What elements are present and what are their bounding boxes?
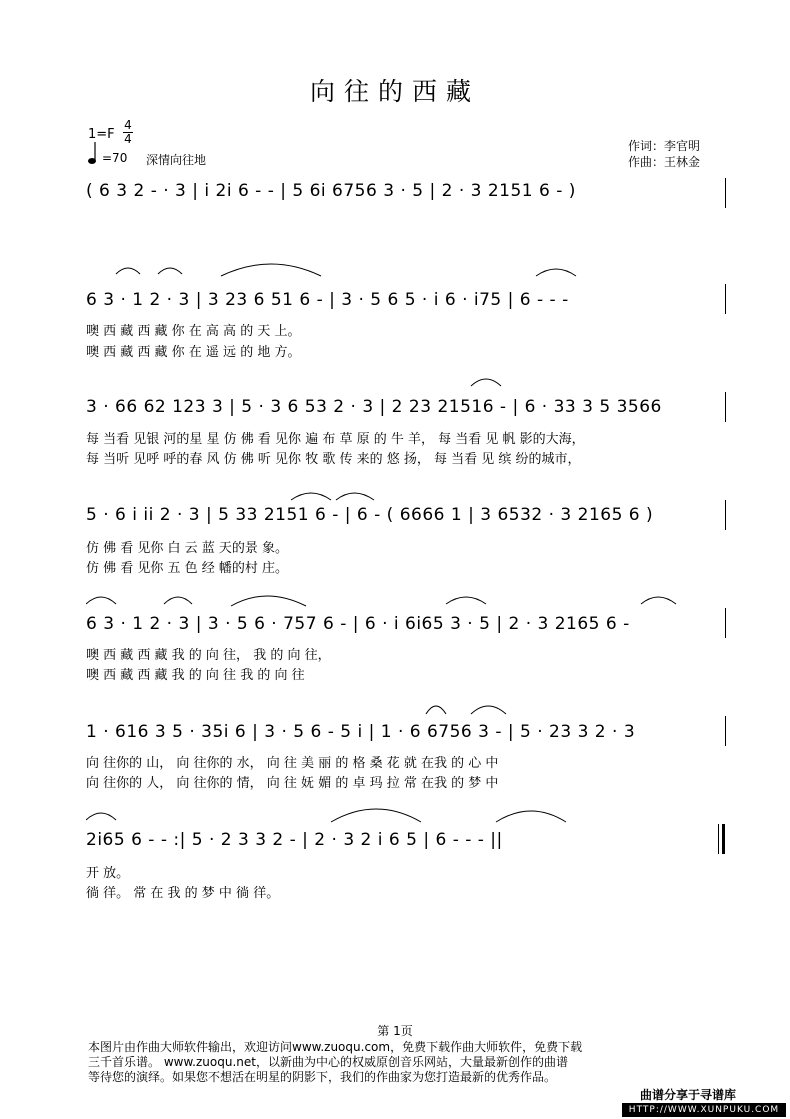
key-signature: 1=F: [88, 127, 115, 142]
slurs-row-7: [86, 798, 726, 828]
lyric-row-6-verse-2: 向 往你的 人， 向 往你的 情， 向 往 妩 媚 的 卓 玛 拉 常 在我 的 梦 中: [86, 776, 499, 791]
lyric-row-7-verse-1: 开 放。: [86, 866, 130, 881]
score-row-2: 6 3 · 1 2 · 3 | 3 23 6 51 6 - | 3 · 5 6 5 · i 6 · i75 | 6 - - -: [86, 290, 569, 310]
time-sig-bottom: 4: [124, 132, 132, 146]
lyric-row-3-verse-1: 每 当看 见银 河的星 星 仿 佛 看 见你 遍 布 草 原 的 牛 羊， 每 当看 见 帆 影的大海，: [86, 432, 585, 447]
score-row-5: 6 3 · 1 2 · 3 | 3 · 5 6 · 757 6 - | 6 · i 6i65 3 · 5 | 2 · 3 2165 6 -: [86, 614, 630, 634]
lyricist-credit: 作词：李官明: [628, 139, 701, 153]
lyric-row-4-verse-2: 仿 佛 看 见你 五 色 经 幡的村 庄。: [86, 561, 289, 576]
barline: [725, 178, 726, 208]
score-row-6: 1 · 616 3 5 · 35i 6 | 3 · 5 6 - 5 i | 1 · 6 6756 3 - | 5 · 23 3 2 · 3: [86, 722, 636, 742]
time-signature: [122, 119, 134, 146]
lyric-row-3-verse-2: 每 当听 见呼 呼的春 风 仿 佛 听 见你 牧 歌 传 来的 悠 扬， 每 当看 见 缤 纷的城市，: [86, 452, 581, 467]
composer-credit: 作曲：王林金: [628, 155, 701, 169]
score-row-3: 3 · 66 62 123 3 | 5 · 3 6 53 2 · 3 | 2 23 21516 - | 6 · 33 3 5 3566: [86, 397, 662, 417]
page-number: 第 1页: [377, 1024, 413, 1038]
lyric-row-5-verse-2: 噢 西 藏 西 藏 我 的 向 往 我 的 向 往: [86, 668, 305, 683]
watermark-url: HTTP://WWW.XUNPUKU.COM: [622, 1103, 786, 1117]
barline: [725, 500, 726, 530]
barline: [725, 392, 726, 422]
watermark-stamp: 曲谱分享于寻谱库: [640, 1088, 737, 1102]
footer-line-2: 三千首乐谱。 www.zuoqu.net，以新曲为中心的权威原创音乐网站，大量最新创作的曲谱: [88, 1055, 568, 1069]
footer-line-3: 等待您的演绎。如果您不想活在明星的阴影下，我们的作曲家为您打造最新的优秀作品。: [88, 1070, 557, 1084]
song-title: 向往的西藏: [309, 77, 480, 106]
tempo-marking: =70: [102, 151, 128, 165]
final-barline-thick: [722, 824, 725, 854]
expression-marking: 深情向往地: [146, 153, 207, 167]
lyric-row-7-verse-2: 徜 徉。 常 在 我 的 梦 中 徜 徉。: [86, 886, 280, 901]
time-sig-top: 4: [124, 118, 132, 132]
lyric-row-2-verse-2: 噢 西 藏 西 藏 你 在 遥 远 的 地 方。: [86, 345, 301, 360]
slurs-row-4: [86, 478, 726, 508]
lyric-row-6-verse-1: 向 往你的 山， 向 往你的 水， 向 往 美 丽 的 格 桑 花 就 在我 的 心 中: [86, 756, 499, 771]
slurs-row-5: [86, 584, 726, 614]
footer-line-1: 本图片由作曲大师软件输出，欢迎访问www.zuoqu.com，免费下载作曲大师软件，免费下载: [88, 1040, 583, 1054]
final-barline-thin: [718, 824, 719, 854]
quarter-note-icon: [86, 140, 98, 166]
score-row-1: ( 6 3 2 - · 3 | i 2i 6 - - | 5 6i 6756 3 · 5 | 2 · 3 2151 6 - ): [86, 181, 576, 201]
lyric-row-4-verse-1: 仿 佛 看 见你 白 云 蓝 天的景 象。: [86, 541, 289, 556]
barline: [725, 284, 726, 314]
lyric-row-2-verse-1: 噢 西 藏 西 藏 你 在 高 高 的 天 上。: [86, 324, 301, 339]
score-row-4: 5 · 6 i ii 2 · 3 | 5 33 2151 6 - | 6 - ( 6666 1 | 3 6532 · 3 2165 6 ): [86, 505, 654, 525]
lyric-row-5-verse-1: 噢 西 藏 西 藏 我 的 向 往， 我 的 向 往，: [86, 648, 331, 663]
slurs-row-6: [86, 694, 726, 724]
slurs-row-3: [86, 370, 726, 400]
barline: [725, 716, 726, 746]
score-row-7: 2i65 6 - - :| 5 · 2 3 3 2 - | 2 · 3 2 i 6 5 | 6 - - - ||: [86, 830, 503, 850]
barline: [725, 608, 726, 638]
